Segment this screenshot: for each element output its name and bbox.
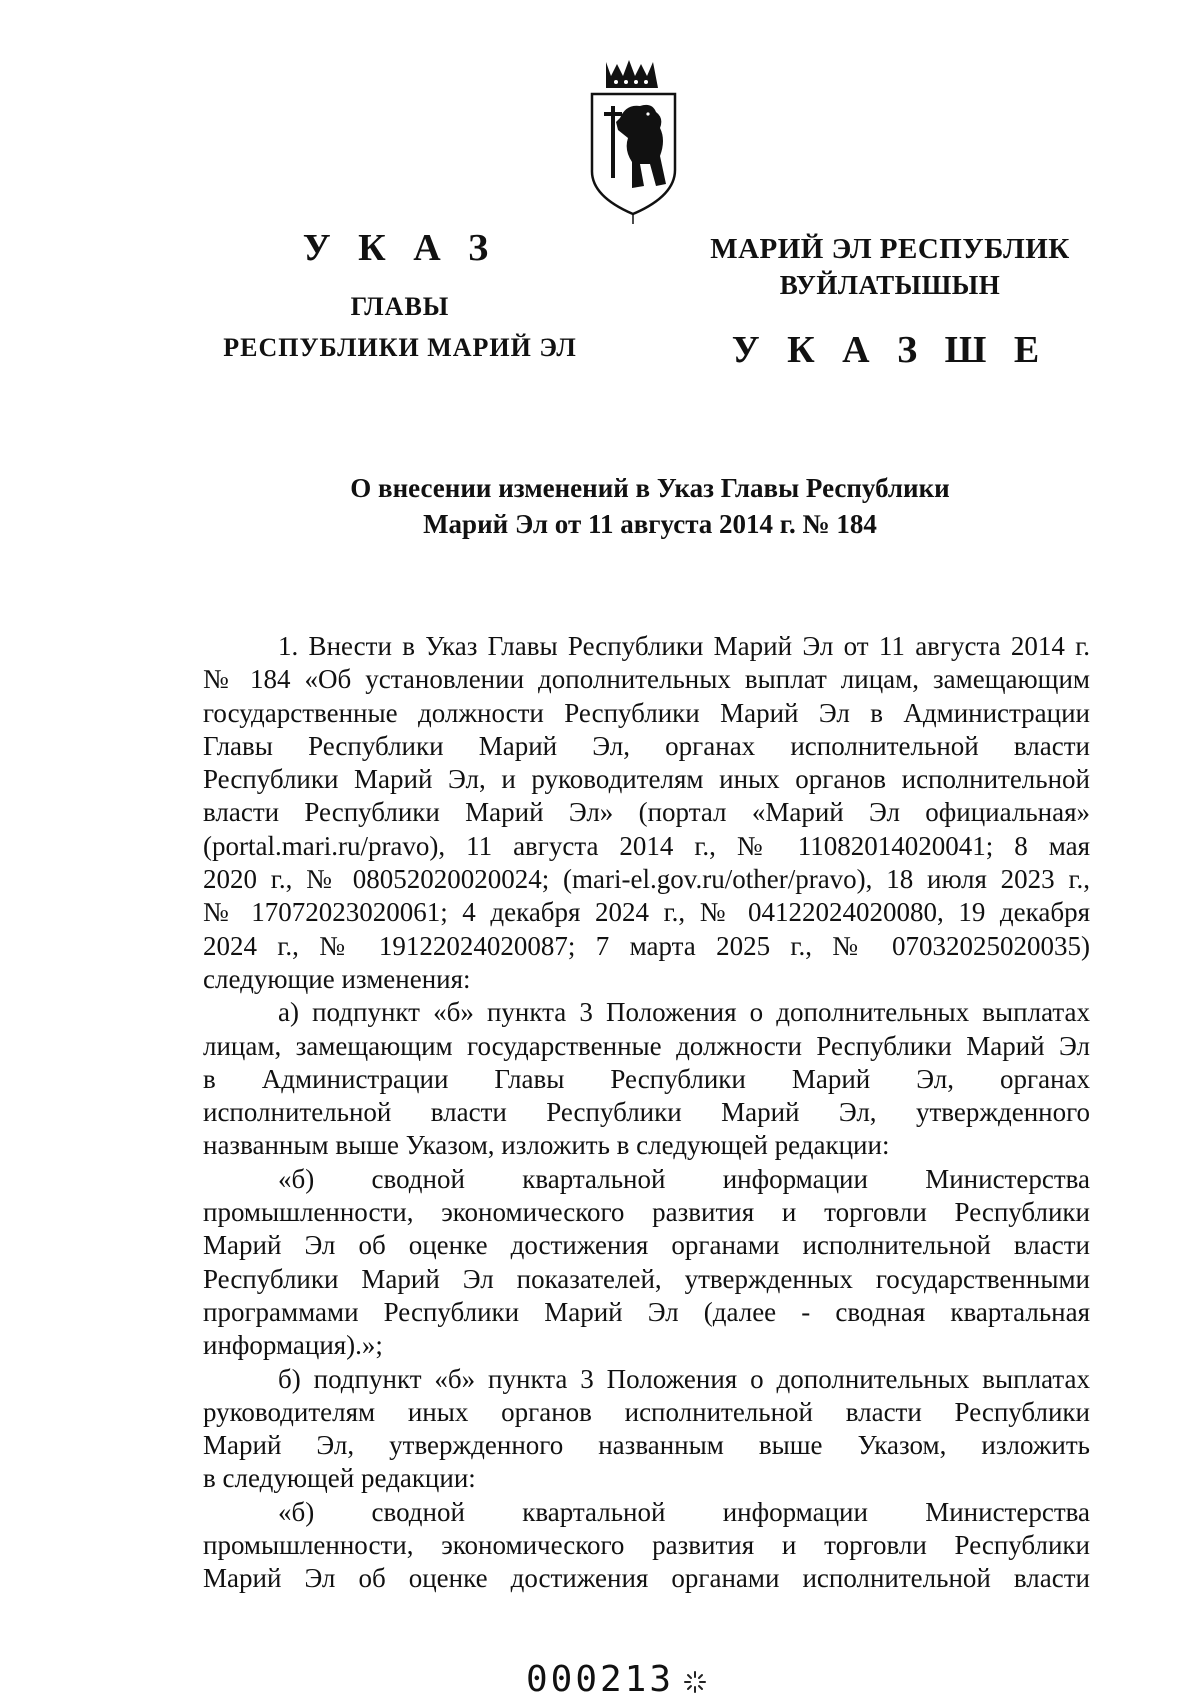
body-line: б) подпункт «б» пункта 3 Положения о дополнительных выплатах — [278, 1363, 1090, 1394]
mari-issuer-line1: МАРИЙ ЭЛ РЕСПУБЛИК — [710, 233, 1070, 265]
body-line: следующие изменения: — [203, 963, 471, 994]
page-number — [0, 1659, 1200, 1700]
body-line: 1. Внести в Указ Главы Республики Марий Эл от 11 августа 2014 г. — [278, 631, 1090, 661]
body-line: Марий Эл об оценке достижения органами исполнительной власти — [203, 1563, 1090, 1594]
body-line: лицам, замещающим государственные должности Республики Марий Эл — [203, 1030, 1090, 1061]
document-body — [203, 630, 1090, 1596]
document-title-line: Марий Эл от 11 августа 2014 г. № 184 — [423, 509, 877, 539]
body-line: «б) сводной квартальной информации Министерства — [278, 1496, 1090, 1527]
body-line: 2020 г., № 08052020020024; (mari-el.gov.ru/other/pravo), 18 июля 2023 г., — [203, 864, 1090, 895]
body-line: «б) сводной квартальной информации Министерства — [278, 1163, 1090, 1194]
decree-title-russian: У К А З — [302, 227, 498, 269]
body-line: в следующей редакции: — [203, 1463, 476, 1494]
body-line: власти Республики Марий Эл» (портал «Марий Эл официальная» — [203, 797, 1090, 828]
body-line: руководителям иных органов исполнительной власти Республики — [203, 1396, 1090, 1427]
body-line: государственные должности Республики Марий Эл в Администрации — [203, 697, 1090, 728]
body-line: Марий Эл, утвержденного названным выше Указом, изложить — [203, 1430, 1090, 1461]
body-line: 2024 г., № 19122024020087; 7 марта 2025 г., № 07032025020035) — [203, 930, 1090, 961]
decree-title-mari: У К А З Ш Е — [731, 329, 1049, 371]
body-line: а) подпункт «б» пункта 3 Положения о дополнительных выплатах — [278, 997, 1090, 1028]
body-line: исполнительной власти Республики Марий Эл, утвержденного — [203, 1097, 1090, 1128]
document-title-line: О внесении изменений в Указ Главы Республики — [350, 473, 950, 503]
body-line: Республики Марий Эл показателей, утвержденных государственными — [203, 1263, 1090, 1294]
body-line: в Администрации Главы Республики Марий Эл, органах — [203, 1063, 1090, 1094]
body-line: информация).»; — [203, 1330, 383, 1361]
body-line: (portal.mari.ru/pravo), 11 августа 2014 г., № 11082014020041; 8 мая — [203, 830, 1090, 861]
decree-issuer-line2: РЕСПУБЛИКИ МАРИЙ ЭЛ — [223, 333, 577, 362]
document-title — [200, 470, 1100, 542]
mari-issuer-line2: ВУЙЛАТЫШЫН — [779, 270, 1001, 300]
body-line: промышленности, экономического развития и торговли Республики — [203, 1530, 1090, 1561]
decree-issuer-line1: ГЛАВЫ — [350, 292, 450, 321]
page-number-value: 000213 — [525, 1659, 675, 1700]
coat-of-arms-icon — [586, 58, 681, 228]
body-line: Главы Республики Марий Эл, органах исполнительной власти — [203, 730, 1090, 761]
body-line: Марий Эл об оценке достижения органами исполнительной власти — [203, 1230, 1090, 1261]
body-line: № 17072023020061; 4 декабря 2024 г., № 04122024020080, 19 декабря — [203, 897, 1090, 928]
body-line: Республики Марий Эл, и руководителям иных органов исполнительной — [203, 764, 1090, 795]
asterisk-icon — [683, 1670, 707, 1694]
body-line: промышленности, экономического развития и торговли Республики — [203, 1197, 1090, 1228]
body-line: названным выше Указом, изложить в следующей редакции: — [203, 1130, 890, 1161]
body-line: программами Республики Марий Эл (далее - сводная квартальная — [203, 1296, 1090, 1327]
body-line: № 184 «Об установлении дополнительных выплат лицам, замещающим — [203, 664, 1090, 695]
